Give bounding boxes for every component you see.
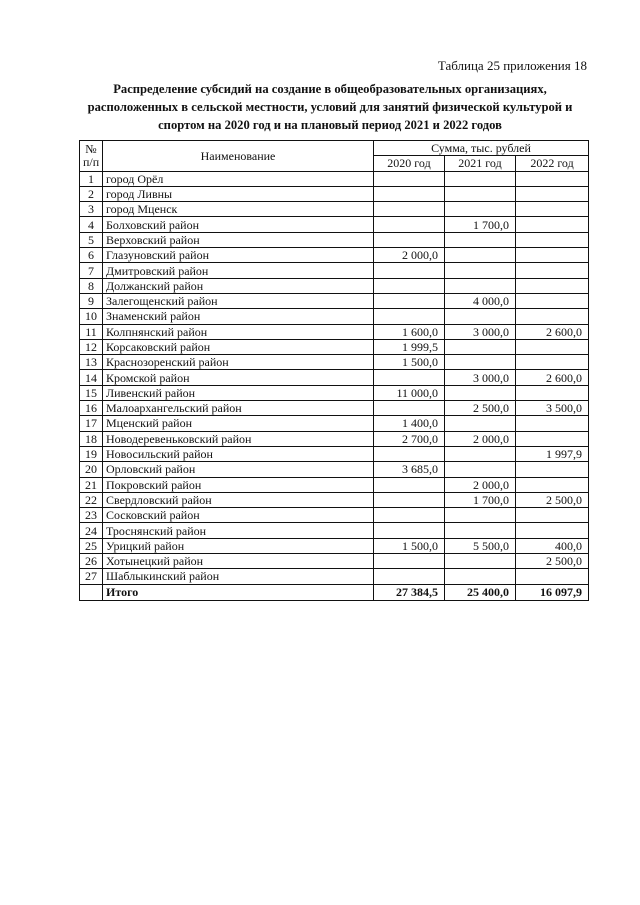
- document-title: [70, 80, 590, 134]
- row-name: Шаблыкинский район: [103, 569, 374, 584]
- row-value-2022: [516, 523, 589, 538]
- row-number: 17: [80, 416, 103, 431]
- row-value-2021: [445, 309, 516, 324]
- title-line: расположенных в сельской местности, условий для занятий физической культурой и: [87, 100, 573, 114]
- row-name: город Орёл: [103, 171, 374, 186]
- table-row: [80, 554, 589, 569]
- row-name: Верховский район: [103, 232, 374, 247]
- row-value-2022: [516, 248, 589, 263]
- header-name: Наименование: [103, 141, 374, 172]
- row-value-2020: [374, 508, 445, 523]
- row-number: 6: [80, 248, 103, 263]
- header-year-2020: 2020 год: [374, 156, 445, 171]
- row-value-2021: [445, 462, 516, 477]
- row-value-2021: 1 700,0: [445, 492, 516, 507]
- row-value-2022: [516, 293, 589, 308]
- row-value-2020: [374, 263, 445, 278]
- row-value-2021: [445, 416, 516, 431]
- row-number: 14: [80, 370, 103, 385]
- table-row: [80, 508, 589, 523]
- row-value-2022: [516, 508, 589, 523]
- header-sum: Сумма, тыс. рублей: [374, 141, 589, 156]
- row-number: 24: [80, 523, 103, 538]
- row-name: Болховский район: [103, 217, 374, 232]
- row-name: Хотынецкий район: [103, 554, 374, 569]
- total-label: Итого: [103, 584, 374, 600]
- row-value-2021: [445, 523, 516, 538]
- row-name: Малоархангельский район: [103, 401, 374, 416]
- row-value-2022: 2 600,0: [516, 324, 589, 339]
- total-2022: 16 097,9: [516, 584, 589, 600]
- row-value-2020: [374, 278, 445, 293]
- row-number: 26: [80, 554, 103, 569]
- row-value-2021: [445, 232, 516, 247]
- row-name: Ливенский район: [103, 385, 374, 400]
- row-value-2022: [516, 569, 589, 584]
- row-value-2020: [374, 370, 445, 385]
- row-value-2020: [374, 569, 445, 584]
- row-name: Кромской район: [103, 370, 374, 385]
- row-name: город Мценск: [103, 202, 374, 217]
- table-row: [80, 523, 589, 538]
- row-value-2020: [374, 477, 445, 492]
- table-row: [80, 263, 589, 278]
- row-value-2021: [445, 446, 516, 461]
- row-number: 15: [80, 385, 103, 400]
- row-value-2020: [374, 171, 445, 186]
- row-number: 8: [80, 278, 103, 293]
- row-value-2021: 3 000,0: [445, 370, 516, 385]
- row-name: Новодеревеньковский район: [103, 431, 374, 446]
- row-value-2020: 1 500,0: [374, 355, 445, 370]
- header-number-symbol: №: [85, 141, 97, 156]
- row-number: 23: [80, 508, 103, 523]
- row-value-2021: [445, 385, 516, 400]
- row-number: 4: [80, 217, 103, 232]
- table-row: [80, 186, 589, 201]
- row-value-2020: [374, 492, 445, 507]
- header-number-abbr: п/п: [83, 154, 100, 169]
- row-value-2020: [374, 554, 445, 569]
- row-name: Колпнянский район: [103, 324, 374, 339]
- table-row: [80, 171, 589, 186]
- row-value-2022: [516, 278, 589, 293]
- row-value-2022: 2 500,0: [516, 492, 589, 507]
- row-value-2021: [445, 355, 516, 370]
- row-number: 3: [80, 202, 103, 217]
- row-number: 10: [80, 309, 103, 324]
- row-value-2020: 1 500,0: [374, 538, 445, 553]
- row-number: 11: [80, 324, 103, 339]
- row-name: Мценский район: [103, 416, 374, 431]
- row-value-2021: 2 000,0: [445, 477, 516, 492]
- row-name: Дмитровский район: [103, 263, 374, 278]
- row-number: 16: [80, 401, 103, 416]
- table-row: [80, 309, 589, 324]
- row-value-2022: 400,0: [516, 538, 589, 553]
- row-value-2020: 1 999,5: [374, 339, 445, 354]
- table-row: [80, 217, 589, 232]
- row-value-2021: [445, 186, 516, 201]
- row-value-2021: [445, 171, 516, 186]
- row-value-2020: [374, 202, 445, 217]
- table-row: [80, 477, 589, 492]
- row-value-2021: [445, 508, 516, 523]
- row-name: Залегощенский район: [103, 293, 374, 308]
- row-value-2022: 2 600,0: [516, 370, 589, 385]
- row-value-2021: [445, 339, 516, 354]
- row-value-2021: [445, 569, 516, 584]
- row-number: 22: [80, 492, 103, 507]
- row-name: Знаменский район: [103, 309, 374, 324]
- row-value-2022: [516, 232, 589, 247]
- row-name: Краснозоренский район: [103, 355, 374, 370]
- row-number: 12: [80, 339, 103, 354]
- total-2020: 27 384,5: [374, 584, 445, 600]
- row-value-2020: [374, 446, 445, 461]
- table-row: [80, 370, 589, 385]
- table-row: [80, 293, 589, 308]
- row-value-2022: [516, 171, 589, 186]
- row-number: 13: [80, 355, 103, 370]
- row-value-2022: [516, 355, 589, 370]
- row-value-2021: 4 000,0: [445, 293, 516, 308]
- table-row: [80, 446, 589, 461]
- row-value-2021: [445, 202, 516, 217]
- table-row: [80, 324, 589, 339]
- row-value-2021: 1 700,0: [445, 217, 516, 232]
- table-row: [80, 385, 589, 400]
- row-value-2022: 1 997,9: [516, 446, 589, 461]
- row-value-2022: 3 500,0: [516, 401, 589, 416]
- row-number: 5: [80, 232, 103, 247]
- row-value-2022: [516, 462, 589, 477]
- row-value-2021: 2 000,0: [445, 431, 516, 446]
- table-row: [80, 401, 589, 416]
- table-row: [80, 232, 589, 247]
- table-row: [80, 416, 589, 431]
- table-row: [80, 355, 589, 370]
- subsidy-table: [79, 140, 589, 601]
- row-value-2021: [445, 278, 516, 293]
- row-number: 1: [80, 171, 103, 186]
- row-number: 20: [80, 462, 103, 477]
- row-value-2020: [374, 309, 445, 324]
- row-name: город Ливны: [103, 186, 374, 201]
- row-value-2021: [445, 263, 516, 278]
- header-number: [80, 141, 103, 172]
- table-row: [80, 538, 589, 553]
- row-value-2022: [516, 477, 589, 492]
- row-value-2022: [516, 217, 589, 232]
- row-value-2022: [516, 202, 589, 217]
- row-value-2020: [374, 232, 445, 247]
- row-number: 25: [80, 538, 103, 553]
- row-name: Орловский район: [103, 462, 374, 477]
- row-value-2020: [374, 401, 445, 416]
- row-value-2020: [374, 293, 445, 308]
- table-row: [80, 492, 589, 507]
- row-value-2022: [516, 385, 589, 400]
- row-name: Должанский район: [103, 278, 374, 293]
- row-value-2020: [374, 523, 445, 538]
- row-number: 9: [80, 293, 103, 308]
- row-value-2020: 3 685,0: [374, 462, 445, 477]
- row-value-2020: 11 000,0: [374, 385, 445, 400]
- row-number: 27: [80, 569, 103, 584]
- row-value-2022: [516, 186, 589, 201]
- total-row: [80, 584, 589, 600]
- row-value-2021: [445, 248, 516, 263]
- total-2021: 25 400,0: [445, 584, 516, 600]
- row-value-2022: [516, 309, 589, 324]
- row-value-2022: 2 500,0: [516, 554, 589, 569]
- row-name: Корсаковский район: [103, 339, 374, 354]
- row-name: Глазуновский район: [103, 248, 374, 263]
- total-number-cell: [80, 584, 103, 600]
- row-value-2021: 5 500,0: [445, 538, 516, 553]
- row-number: 2: [80, 186, 103, 201]
- table-row: [80, 248, 589, 263]
- table-row: [80, 462, 589, 477]
- row-name: Сосковский район: [103, 508, 374, 523]
- row-value-2020: 2 700,0: [374, 431, 445, 446]
- row-value-2021: 2 500,0: [445, 401, 516, 416]
- table-caption: Таблица 25 приложения 18: [437, 58, 587, 73]
- row-value-2021: 3 000,0: [445, 324, 516, 339]
- row-name: Троснянский район: [103, 523, 374, 538]
- row-value-2020: 1 400,0: [374, 416, 445, 431]
- header-year-2021: 2021 год: [445, 156, 516, 171]
- row-value-2020: 1 600,0: [374, 324, 445, 339]
- row-number: 7: [80, 263, 103, 278]
- row-value-2020: [374, 217, 445, 232]
- row-name: Урицкий район: [103, 538, 374, 553]
- table-row: [80, 569, 589, 584]
- title-line: спортом на 2020 год и на плановый период 2021 и 2022 годов: [158, 118, 502, 132]
- row-value-2020: 2 000,0: [374, 248, 445, 263]
- row-value-2020: [374, 186, 445, 201]
- row-value-2022: [516, 339, 589, 354]
- row-value-2021: [445, 554, 516, 569]
- table-row: [80, 202, 589, 217]
- row-name: Покровский район: [103, 477, 374, 492]
- table-row: [80, 339, 589, 354]
- row-number: 19: [80, 446, 103, 461]
- row-name: Новосильский район: [103, 446, 374, 461]
- row-value-2022: [516, 263, 589, 278]
- row-number: 21: [80, 477, 103, 492]
- row-value-2022: [516, 416, 589, 431]
- row-number: 18: [80, 431, 103, 446]
- table-row: [80, 431, 589, 446]
- row-name: Свердловский район: [103, 492, 374, 507]
- row-value-2022: [516, 431, 589, 446]
- table-row: [80, 278, 589, 293]
- title-line: Распределение субсидий на создание в общеобразовательных организациях,: [113, 82, 547, 96]
- header-year-2022: 2022 год: [516, 156, 589, 171]
